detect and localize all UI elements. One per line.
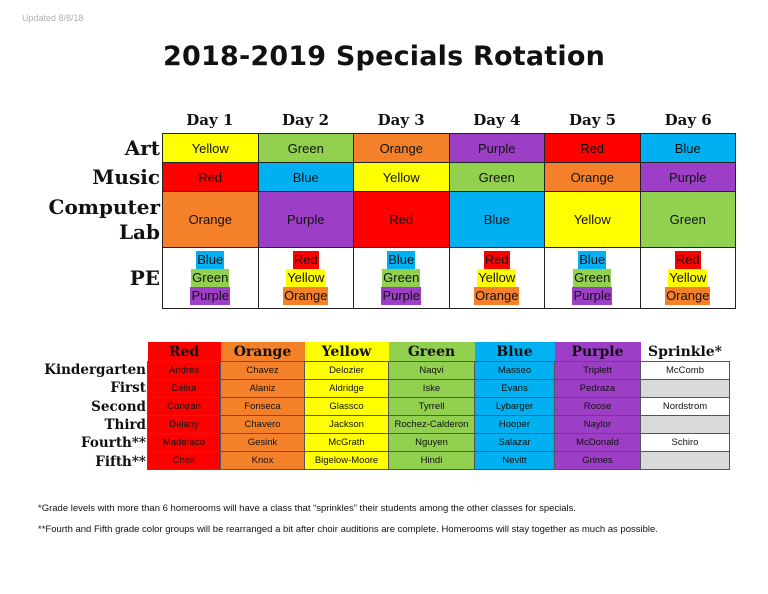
group-header-red: Red <box>148 342 221 362</box>
rotation-cell: Green <box>640 192 736 248</box>
rotation-cell: Orange <box>163 192 259 248</box>
rotation-row-music <box>163 163 736 192</box>
row-label-art: Art <box>124 136 160 160</box>
teacher-cell <box>641 452 730 470</box>
rotation-cell: Purple <box>258 192 354 248</box>
pe-color: Green <box>192 270 229 285</box>
day-header: Day 3 <box>377 111 425 129</box>
rotation-cell: Yellow <box>163 134 259 163</box>
pe-color: Yellow <box>478 270 516 285</box>
pe-color: Blue <box>579 252 606 267</box>
teacher-cell: Nordstrom <box>641 398 730 416</box>
teacher-cell: Hindi <box>389 452 475 470</box>
pe-color: Red <box>293 252 318 267</box>
pe-color: Red <box>484 252 509 267</box>
grade-label: Fifth** <box>95 454 146 470</box>
pe-cell <box>163 248 259 309</box>
pe-color: Green <box>383 270 420 285</box>
pe-color: Green <box>574 270 611 285</box>
rotation-cell: Red <box>545 134 641 163</box>
teacher-cell: Alaniz <box>221 380 305 398</box>
row-label-music: Music <box>92 165 160 189</box>
footnote-sprinkle: *Grade levels with more than 6 homerooms will have a class that “sprinkles” their students among the other classes for specials. <box>38 503 577 514</box>
rotation-cell: Blue <box>258 163 354 192</box>
teacher-cell: Naylor <box>555 416 641 434</box>
pe-color: Orange <box>666 288 710 303</box>
rotation-row-computer-lab <box>163 192 736 248</box>
pe-cell <box>258 248 354 309</box>
groups-row <box>148 416 730 434</box>
groups-row <box>148 380 730 398</box>
day-header: Day 6 <box>664 111 712 129</box>
groups-row <box>148 398 730 416</box>
group-header-orange: Orange <box>221 342 305 362</box>
rotation-cell: Orange <box>545 163 641 192</box>
rotation-row-art <box>163 134 736 163</box>
day-header: Day 5 <box>568 111 617 129</box>
teacher-cell: Delira <box>148 380 221 398</box>
rotation-cell: Blue <box>640 134 736 163</box>
day-header: Day 4 <box>473 111 521 129</box>
teacher-cell: Naqvi <box>389 362 475 380</box>
page-title: 2018-2019 Specials Rotation <box>163 41 605 72</box>
pe-color: Blue <box>388 252 415 267</box>
teacher-cell: Aldridge <box>305 380 389 398</box>
pe-cell <box>449 248 545 309</box>
rotation-cell: Orange <box>354 134 450 163</box>
rotation-table <box>162 133 736 309</box>
rotation-cell: Red <box>163 163 259 192</box>
pe-color: Purple <box>191 288 230 303</box>
teacher-cell: Chavero <box>221 416 305 434</box>
grade-label: Kindergarten <box>44 362 146 378</box>
pe-color: Blue <box>197 252 224 267</box>
group-header-yellow: Yellow <box>305 342 389 362</box>
pe-color: Orange <box>284 288 328 303</box>
pe-color: Red <box>675 252 700 267</box>
teacher-cell: Corkran <box>148 398 221 416</box>
teacher-cell: Tyrrell <box>389 398 475 416</box>
groups-row <box>148 362 730 380</box>
teacher-cell: Rochez-Calderon <box>389 416 475 434</box>
teacher-cell: Chavez <box>221 362 305 380</box>
rotation-cell: Yellow <box>545 192 641 248</box>
teacher-cell <box>641 416 730 434</box>
pe-cell <box>354 248 450 309</box>
groups-row <box>148 434 730 452</box>
teacher-cell <box>641 380 730 398</box>
pe-color: Yellow <box>669 270 707 285</box>
pe-color: Purple <box>382 288 421 303</box>
groups-row <box>148 452 730 470</box>
teacher-cell: Bigelow-Moore <box>305 452 389 470</box>
teacher-cell: Nguyen <box>389 434 475 452</box>
group-header-green: Green <box>389 342 475 362</box>
teacher-cell: Lybarger <box>475 398 555 416</box>
group-header-purple: Purple <box>555 342 641 362</box>
pe-color: Purple <box>573 288 612 303</box>
teacher-cell: Maderaco <box>148 434 221 452</box>
row-label-computer: Computer <box>48 195 160 219</box>
day-header: Day 1 <box>186 111 234 129</box>
rotation-cell: Green <box>449 163 545 192</box>
teacher-cell: Grimes <box>555 452 641 470</box>
teacher-cell: Masseo <box>475 362 555 380</box>
teacher-cell: Nevitt <box>475 452 555 470</box>
group-header-blue: Blue <box>475 342 555 362</box>
footnote-fourth-fifth: **Fourth and Fifth grade color groups will be rearranged a bit after choir auditions are complete. Homerooms will stay together as much as possible. <box>38 524 658 535</box>
teacher-cell: Choir <box>148 452 221 470</box>
pe-color: Yellow <box>287 270 325 285</box>
teacher-cell: Salazar <box>475 434 555 452</box>
teacher-cell: Evans <box>475 380 555 398</box>
day-header: Day 2 <box>281 111 330 129</box>
grade-label: Second <box>91 399 146 415</box>
teacher-cell: Roose <box>555 398 641 416</box>
color-groups-table <box>147 342 730 470</box>
teacher-cell: Pedraza <box>555 380 641 398</box>
rotation-cell: Purple <box>640 163 736 192</box>
teacher-cell: Gesink <box>221 434 305 452</box>
row-label-lab: Lab <box>118 220 160 244</box>
teacher-cell: Iske <box>389 380 475 398</box>
teacher-cell: McGrath <box>305 434 389 452</box>
grade-label: Fourth** <box>81 435 146 451</box>
teacher-cell: Hooper <box>475 416 555 434</box>
teacher-cell: Triplett <box>555 362 641 380</box>
grade-label: First <box>110 380 146 396</box>
rotation-day-headers <box>162 111 736 133</box>
rotation-row-pe <box>163 248 736 309</box>
teacher-cell: Fonseca <box>221 398 305 416</box>
teacher-cell: Delany <box>148 416 221 434</box>
rotation-cell: Red <box>354 192 450 248</box>
teacher-cell: Andres <box>148 362 221 380</box>
updated-date: Updated 8/8/18 <box>22 13 84 23</box>
teacher-cell: Glassco <box>305 398 389 416</box>
grade-label: Third <box>104 417 146 433</box>
teacher-cell: Jackson <box>305 416 389 434</box>
rotation-cell: Purple <box>449 134 545 163</box>
pe-cell <box>640 248 736 309</box>
pe-color: Orange <box>475 288 519 303</box>
rotation-cell: Yellow <box>354 163 450 192</box>
pe-cell <box>545 248 641 309</box>
teacher-cell: McDonald <box>555 434 641 452</box>
rotation-cell: Green <box>258 134 354 163</box>
teacher-cell: Delozier <box>305 362 389 380</box>
group-header-sprinkle: Sprinkle* <box>641 342 730 362</box>
teacher-cell: McComb <box>641 362 730 380</box>
teacher-cell: Knox <box>221 452 305 470</box>
row-label-pe: PE <box>129 266 160 290</box>
teacher-cell: Schiro <box>641 434 730 452</box>
groups-header-row <box>148 342 730 362</box>
rotation-cell: Blue <box>449 192 545 248</box>
